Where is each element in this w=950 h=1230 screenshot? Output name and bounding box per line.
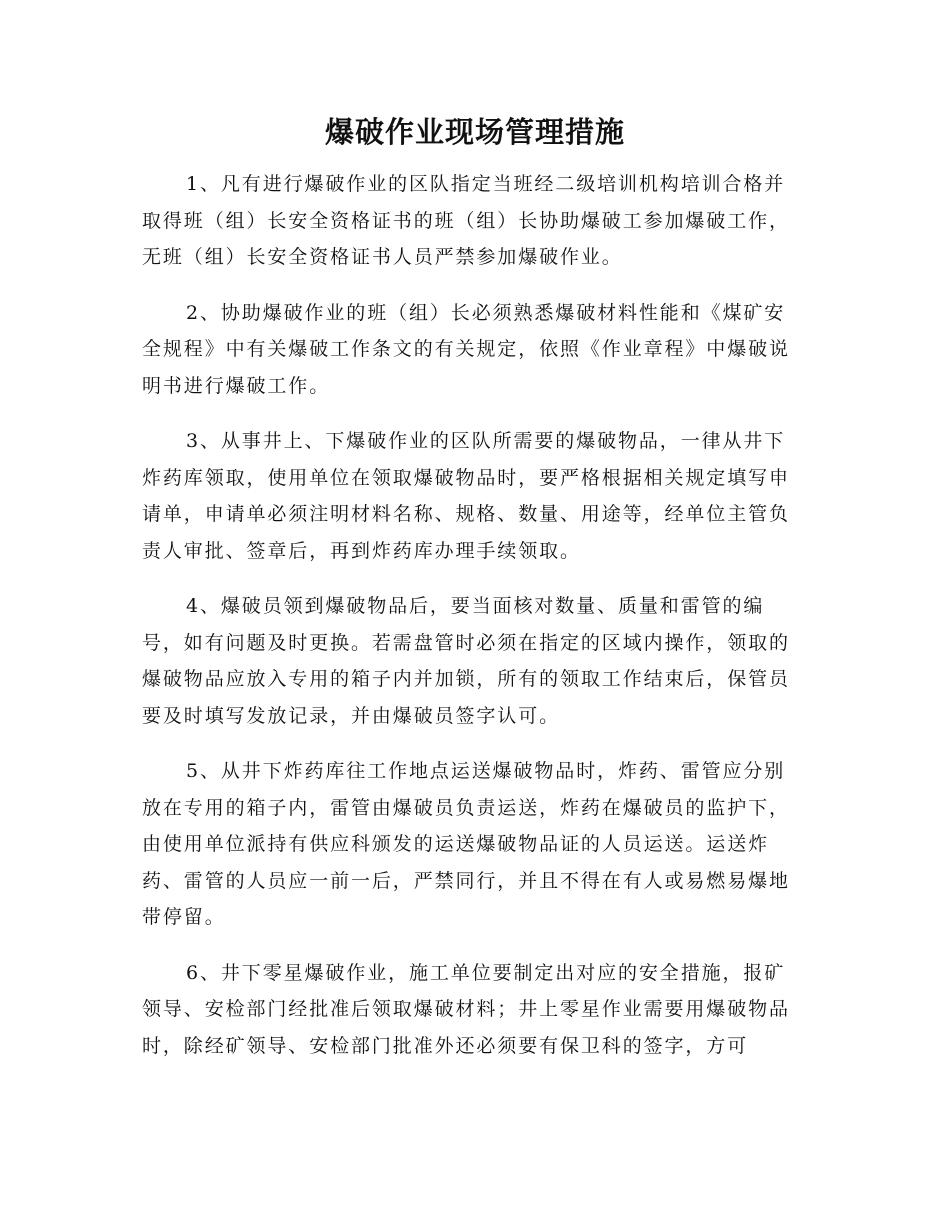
paragraph-1: 1、凡有进行爆破作业的区队指定当班经二级培训机构培训合格并取得班（组）长安全资格证书的班（组）长协助爆破工参加爆破工作，无班（组）长安全资格证书人员严禁参加爆破作业。 xyxy=(142,173,790,268)
document-title: 爆破作业现场管理措施 xyxy=(324,115,625,149)
paragraph-5: 5、从井下炸药库往工作地点运送爆破物品时，炸药、雷管应分别放在专用的箱子内，雷管由爆破员负责运送，炸药在爆破员的监护下，由使用单位派持有供应科颁发的运送爆破物品证的人员运送。运送炸药、雷管的人员应一前一后，严禁同行，并且不得在有人或易燃易爆地带停留。 xyxy=(142,760,790,928)
document-body xyxy=(142,166,806,1083)
paragraph-2: 2、协助爆破作业的班（组）长必须熟悉爆破材料性能和《煤矿安全规程》中有关爆破工作条文的有关规定，依照《作业章程》中爆破说明书进行爆破工作。 xyxy=(142,301,790,397)
paragraph-3: 3、从事井上、下爆破作业的区队所需要的爆破物品，一律从井下炸药库领取，使用单位在领取爆破物品时，要严格根据相关规定填写申请单，申请单必须注明材料名称、规格、数量、用途等，经单位主管负责人审批、签章后，再到炸药库办理手续领取。 xyxy=(142,430,790,562)
paragraph-6: 6、井下零星爆破作业，施工单位要制定出对应的安全措施，报矿领导、安检部门经批准后领取爆破材料；井上零星作业需要用爆破物品时，除经矿领导、安检部门批准外还必须要有保卫科的签字，方可 xyxy=(142,961,790,1057)
paragraph-4: 4、爆破员领到爆破物品后，要当面核对数量、质量和雷管的编号，如有问题及时更换。若需盘管时必须在指定的区域内操作，领取的爆破物品应放入专用的箱子内并加锁，所有的领取工作结束后，保管员要及时填写发放记录，并由爆破员签字认可。 xyxy=(142,595,790,727)
